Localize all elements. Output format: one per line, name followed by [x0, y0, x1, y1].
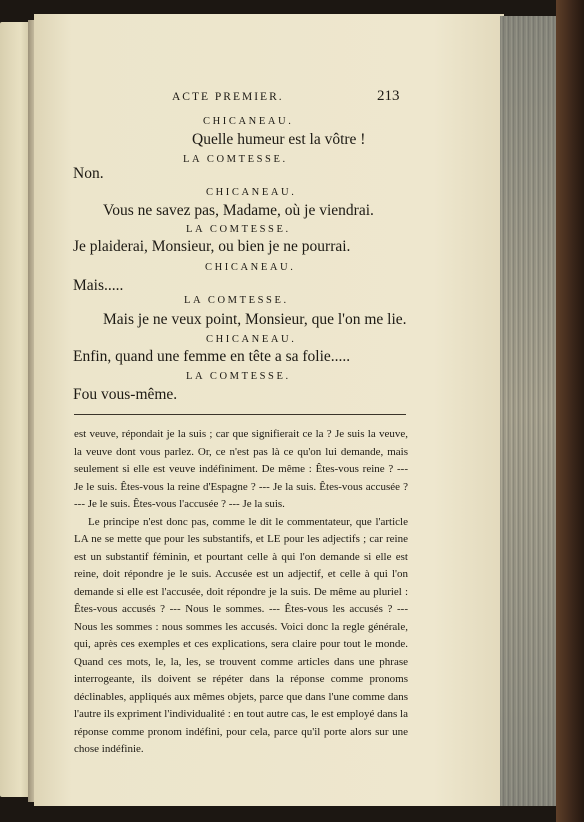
verse-line: Quelle humeur est la vôtre ! [192, 131, 366, 148]
page-fore-edge [500, 16, 560, 806]
verse-line: Je plaiderai, Monsieur, ou bien je ne pourrai. [73, 238, 351, 255]
page-number: 213 [377, 88, 400, 104]
speaker-label: CHICANEAU. [203, 116, 294, 127]
speaker-label: LA COMTESSE. [184, 295, 289, 306]
running-title: ACTE PREMIER. [172, 91, 284, 103]
book-cover-edge [556, 0, 584, 822]
commentary-text [74, 426, 408, 759]
verse-line: Mais je ne veux point, Monsieur, que l'on me lie. [103, 311, 407, 328]
speaker-label: CHICANEAU. [206, 187, 297, 198]
speaker-label: CHICANEAU. [205, 262, 296, 273]
section-divider [74, 414, 406, 415]
verse-line: Mais..... [73, 277, 124, 294]
verse-line: Fou vous-même. [73, 386, 178, 403]
verse-line: Non. [73, 165, 104, 182]
speaker-label: LA COMTESSE. [186, 224, 291, 235]
speaker-label: CHICANEAU. [206, 334, 297, 345]
verse-line: Vous ne savez pas, Madame, où je viendrai. [103, 202, 374, 219]
speaker-label: LA COMTESSE. [186, 371, 291, 382]
speaker-label: LA COMTESSE. [183, 154, 288, 165]
commentary-paragraph: Le principe n'est donc pas, comme le dit le commentateur, que l'article LA ne se mette que pour les substantifs, et LE pour les adjectifs ; car reine est un substantif féminin, et pourtant celle à qui l'on demande si elle est reine, doit répondre je le suis. Accusée est un adjectif, et celle à qui l'on demande si elle est l'accusée, doit répondre je la suis. De même au pluriel : Êtes-vous accusés ? --- Nous le sommes. --- Êtes-vous les accusés ? --- Nous les sommes : nous sommes les accusés. Voici donc la regle générale, qui, après ces exemples et ces explications, sera claire pour tout le monde. Quand ces mots, le, la, les, se trouvent comme articles dans une phrase interrogeante, ils doivent se répéter dans la réponse comme pronoms déclinables, appliqués aux mêmes objets, parce que dans l'une comme dans l'autre ils expriment l'individualité : en tout autre cas, le est employé dans la réponse comme pronom indéfini, pour cela, parce qu'il porte alors sur une chose indéfinie. [74, 515, 408, 755]
commentary-paragraph: est veuve, répondait je la suis ; car que signifierait ce la ? Je suis la veuve, la veuve dont vous parlez. Or, ce n'est pas là ce qu'on lui demande, mais seulement si elle est veuve indéfiniment. De même : Êtes-vous reine ? --- Je le suis. Êtes-vous la reine d'Espagne ? --- Je la suis. Êtes-vous accusée ? --- Je le suis. Êtes-vous l'accusée ? --- Je la suis. [74, 428, 408, 510]
verse-line: Enfin, quand une femme en tête a sa folie..... [73, 348, 351, 365]
